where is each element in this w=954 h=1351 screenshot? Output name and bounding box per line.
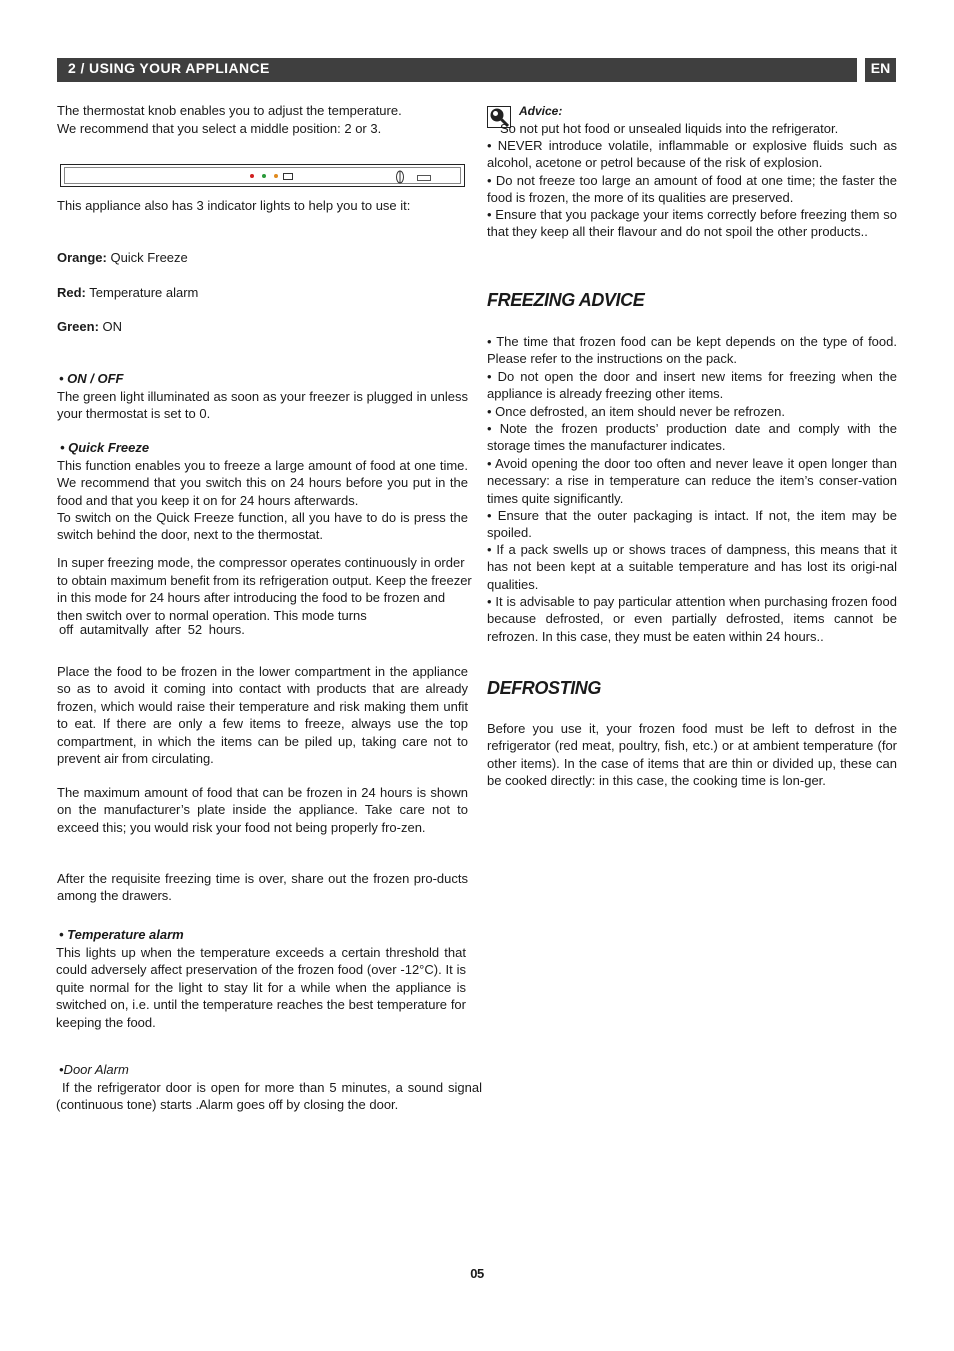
freezing-item-6: • Ensure that the outer packaging is intact. If not, the item may be spoiled. [487, 508, 897, 541]
temperature-alarm-text: This lights up when the temperature exceeds a certain threshold that could adversely affect preservation of the frozen food (over -12°C). It is quite normal for the light to stay lit for a while when the appliance is switched on, i.e. until the temperature reaches the best temperature for keeping the food. [56, 945, 466, 1030]
orange-indicator [57, 249, 468, 266]
section-header-bar [57, 58, 857, 82]
intro-line-1: The thermostat knob enables you to adjust the temperature. [57, 103, 402, 118]
green-text: ON [98, 319, 123, 334]
door-alarm-text: If the refrigerator door is open for more than 5 minutes, a sound signal (continuous tone) starts .Alarm goes off by closing the door. [56, 1080, 482, 1113]
freezing-item-2: • Do not open the door and insert new items for freezing when the appliance is already freezing other items. [487, 369, 897, 402]
red-light-icon [250, 174, 254, 178]
freezing-item-4: • Note the frozen products’ production date and comply with the storage times the manufacturer indicates. [487, 421, 897, 454]
freezing-item-7: • If a pack swells up or shows traces of dampness, this means that it has not been kept at a suitable temperature and has lost its origi-nal qualities. [487, 542, 897, 592]
freezing-item-1: • The time that frozen food can be kept depends on the type of food. Please refer to the instructions on the pack. [487, 334, 897, 367]
advice-item-4: • Ensure that you package your items correctly before freezing them so that they keep all their flavour and do not spoil the other products.. [487, 207, 897, 240]
quick-freeze-text-2: To switch on the Quick Freeze function, all you have to do is press the switch behind the door, next to the thermostat. [57, 510, 468, 543]
thermostat-knob-icon [395, 170, 405, 184]
orange-light-icon [274, 174, 278, 178]
freezing-item-8: • It is advisable to pay particular attention when purchasing frozen food because defrosted, or even partially defrosted, items cannot be refrozen. In this case, they must be eaten within 24 hours.. [487, 594, 897, 644]
intro-line-2: We recommend that you select a middle position: 2 or 3. [57, 121, 382, 136]
defrosting-heading: DEFROSTING [487, 678, 602, 698]
on-off-heading: • ON / OFF [59, 371, 124, 386]
max-amount-text: The maximum amount of food that can be frozen in 24 hours is shown on the manufacturer’s plate inside the appliance. Take care not to exceed this; you would risk your food not being properly fro-zen. [57, 785, 468, 835]
door-alarm-heading: •Door Alarm [59, 1062, 129, 1077]
temperature-alarm-heading: • Temperature alarm [59, 927, 184, 942]
switch-icon [283, 173, 293, 180]
control-panel-illustration [60, 164, 465, 187]
after-freezing-text: After the requisite freezing time is over, share out the frozen pro-ducts among the drawers. [57, 871, 468, 904]
quick-freeze-heading: • Quick Freeze [60, 440, 150, 455]
placement-text: Place the food to be frozen in the lower compartment in the appliance so as to avoid it coming into contact with products that are already frozen, which would raise their temperature and risk making them unfit to eat. If there are only a few items to freeze, always use the top compartment, in which the items can be piled up, taking care not to prevent air from circulating. [57, 664, 468, 767]
quick-freeze-text: This function enables you to freeze a large amount of food at one time. We recommend that you switch this on 24 hours before you put in the food and that you keep it on for 24 hours afterwards. [57, 458, 468, 508]
green-indicator [57, 318, 468, 335]
advice-item-3: • Do not freeze too large an amount of food at one time; the faster the food is frozen, the more of its qualities are preserved. [487, 173, 897, 206]
plate-icon [417, 175, 431, 181]
green-light-icon [262, 174, 266, 178]
orange-label: Orange: [57, 250, 107, 265]
indicators-intro: This appliance also has 3 indicator lights to help you to use it: [57, 198, 411, 213]
orange-text: Quick Freeze [106, 250, 188, 265]
language-badge: EN [865, 58, 896, 82]
red-label: Red: [57, 285, 86, 300]
section-title: 2 / USING YOUR APPLIANCE [68, 60, 270, 76]
advice-title: Advice: [519, 104, 563, 118]
super-freezing-text-2: off autamitvally after 52 hours. [59, 622, 245, 637]
green-label: Green: [57, 319, 99, 334]
freezing-item-5: • Avoid opening the door too often and never leave it open longer than necessary: a rise in temperature can reduce the item’s conser-vation times quite significantly. [487, 456, 897, 506]
advice-item-1: So not put hot food or unsealed liquids into the refrigerator. [500, 121, 839, 136]
on-off-text: The green light illuminated as soon as your freezer is plugged in unless your thermostat is set to 0. [57, 389, 468, 422]
defrosting-text: Before you use it, your frozen food must be left to defrost in the refrigerator (red meat, poultry, fish, etc.) or at ambient temperature (for other items). In the case of items that are thin or divided up, these can be cooked directly: in this case, the cooking time is lon-ger. [487, 721, 897, 789]
red-indicator [57, 284, 468, 301]
super-freezing-text: In super freezing mode, the compressor operates continuously in order to obtain maximum benefit from its refrigeration output. Keep the freezer in this mode for 24 hours after introducing the food to be frozen and then switch over to normal operation. This mode turns [57, 555, 472, 623]
page-number: 05 [470, 1266, 484, 1281]
red-text: Temperature alarm [85, 285, 199, 300]
freezing-item-3: • Once defrosted, an item should never be refrozen. [487, 404, 785, 419]
advice-item-2: • NEVER introduce volatile, inflammable or explosive fluids such as alcohol, acetone or petrol because of the risk of explosion. [487, 138, 897, 171]
freezing-advice-heading: FREEZING ADVICE [487, 290, 645, 310]
